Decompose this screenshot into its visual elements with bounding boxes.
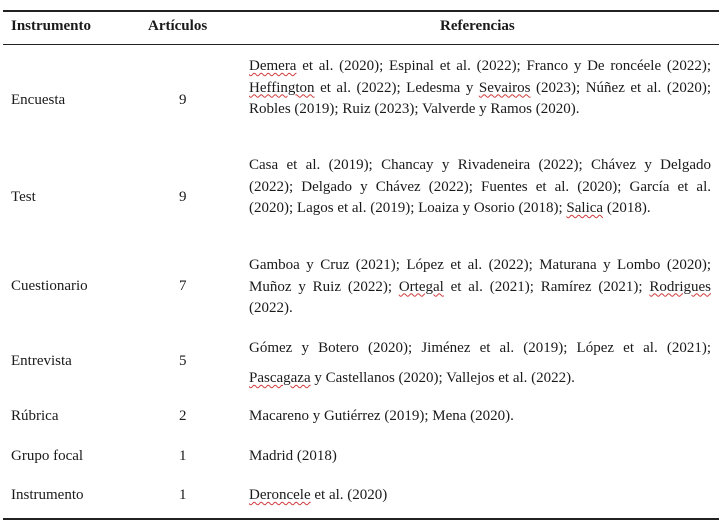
reference-text: et al. (2021); Ramírez (2021); bbox=[443, 278, 650, 295]
reference-text: (2018). bbox=[603, 200, 651, 216]
table-bottom-rule bbox=[3, 518, 719, 520]
row-count: 5 bbox=[179, 353, 187, 369]
flagged-word: Heffington bbox=[249, 79, 315, 96]
reference-text: Casa et al. (2019); Chancay y Rivadeneira (2022); Chávez y Delgado (2022); Delgado y Chávez (2022); Fuentes et al. (2020); García et al. (2020); Lagos et al. (2019); Loaiza y Osorio (2018); bbox=[249, 157, 711, 216]
row-instrument: Grupo focal bbox=[11, 448, 84, 464]
reference-text: et al. (2020) bbox=[310, 487, 388, 503]
row-references bbox=[249, 485, 711, 507]
row-references bbox=[249, 406, 711, 428]
row-instrument: Instrumento bbox=[11, 487, 84, 503]
row-count: 1 bbox=[179, 487, 187, 503]
reference-text: Gamboa y Cruz (2021); López et al. (2022); Maturana y Lombo (2020); Muñoz y Ruiz (2022); bbox=[249, 257, 711, 295]
flagged-word: Sevairos bbox=[478, 79, 531, 96]
reference-text: (2022). bbox=[249, 300, 293, 316]
flagged-word: Ortegal bbox=[398, 278, 444, 295]
row-count: 9 bbox=[179, 189, 187, 205]
row-references bbox=[249, 155, 711, 220]
row-references bbox=[249, 255, 711, 320]
header-references: Referencias bbox=[440, 18, 515, 34]
reference-text: Gómez y Botero (2020); Jiménez et al. (2019); López et al. (2021); bbox=[249, 340, 711, 356]
header-instrument: Instrumento bbox=[11, 18, 92, 34]
row-instrument: Entrevista bbox=[11, 353, 72, 369]
row-references bbox=[249, 446, 711, 468]
row-count: 7 bbox=[179, 278, 187, 294]
header-rule bbox=[3, 44, 719, 45]
reference-text: (2023); Núñez et al. (2020); Robles (2019); Ruiz (2023); Valverde y Ramos (2020). bbox=[249, 79, 711, 117]
reference-text: y Castellanos (2020); Vallejos et al. (2022). bbox=[310, 370, 575, 386]
reference-text: et al. (2020); Espinal et al. (2022); Franco y De roncéele (2022); bbox=[296, 58, 711, 74]
reference-text: et al. (2022); Ledesma y bbox=[314, 79, 479, 96]
row-count: 9 bbox=[179, 92, 187, 108]
row-count: 2 bbox=[179, 408, 187, 424]
flagged-word: Pascagaza bbox=[249, 370, 311, 386]
row-count: 1 bbox=[179, 448, 187, 464]
reference-text: Macareno y Gutiérrez (2019); Mena (2020). bbox=[249, 408, 514, 424]
row-instrument: Test bbox=[11, 189, 36, 205]
row-instrument: Cuestionario bbox=[11, 278, 88, 294]
table-top-rule bbox=[3, 10, 719, 12]
flagged-word: Deroncele bbox=[249, 487, 311, 503]
flagged-word: Salica bbox=[566, 200, 604, 216]
row-references bbox=[249, 333, 711, 393]
row-instrument: Rúbrica bbox=[11, 408, 59, 424]
flagged-word: Rodrigues bbox=[649, 278, 712, 295]
flagged-word: Demera bbox=[249, 58, 297, 74]
header-articles: Artículos bbox=[148, 18, 208, 34]
row-instrument: Encuesta bbox=[11, 92, 66, 108]
row-references bbox=[249, 56, 711, 121]
reference-text: Madrid (2018) bbox=[249, 448, 337, 464]
